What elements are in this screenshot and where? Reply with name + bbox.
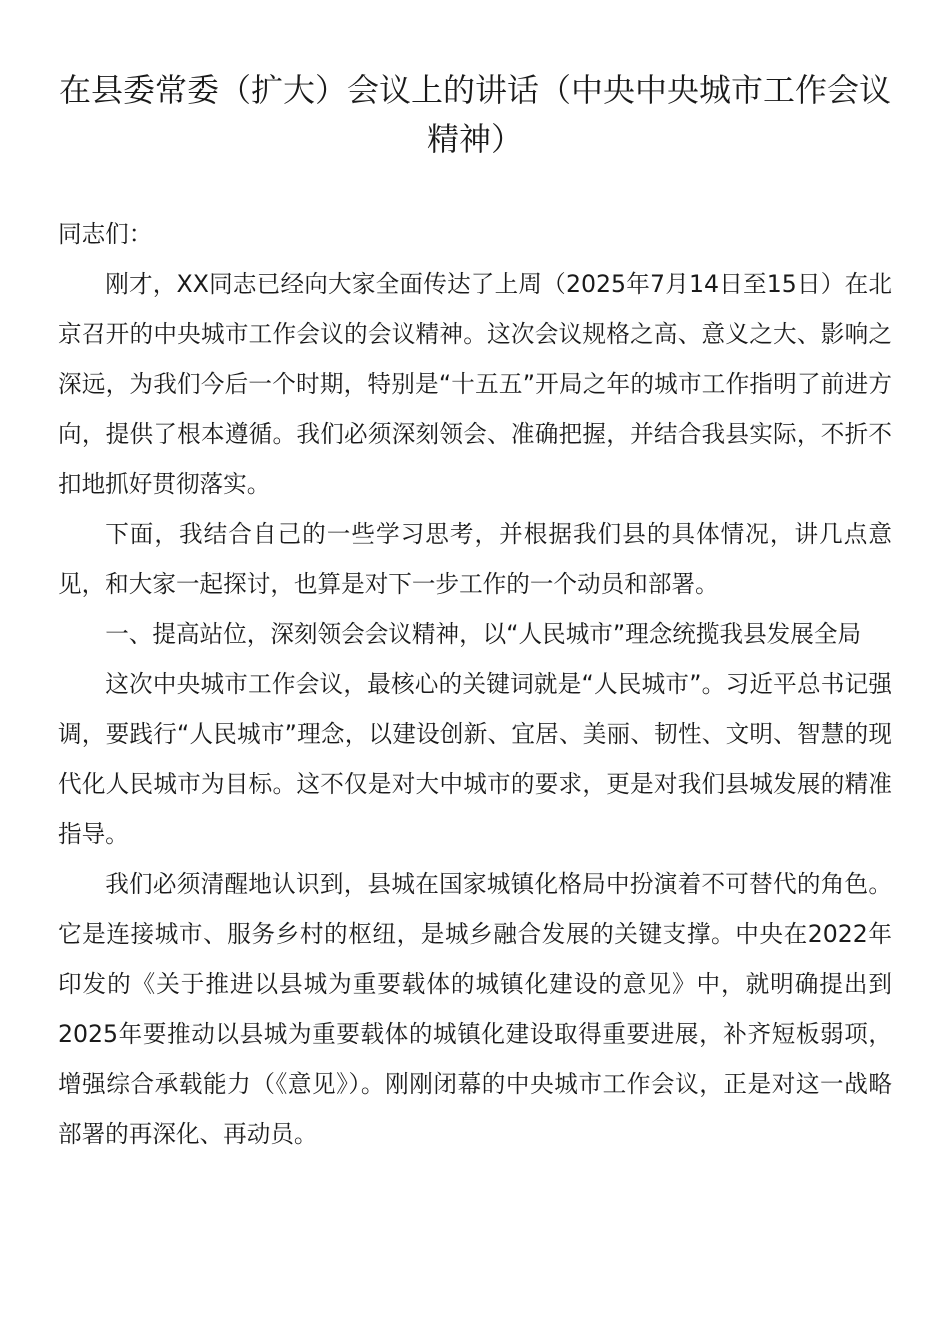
paragraph-county-role: 我们必须清醒地认识到，县城在国家城镇化格局中扮演着不可替代的角色。它是连接城市、服务乡村的枢纽，是城乡融合发展的关键支撑。中央在2022年印发的《关于推进以县城为重要载体的城镇化建设的意见》中，就明确提出到2025年要推动以县城为重要载体的城镇化建设取得重要进展，补齐短板弱项，增强综合承载能力（《意见》）。刚刚闭幕的中央城市工作会议，正是对这一战略部署的再深化、再动员。 bbox=[58, 870, 892, 1148]
document-title: 在县委常委（扩大）会议上的讲话（中央中央城市工作会议精神） bbox=[58, 71, 891, 158]
paragraph-intro: 下面，我结合自己的一些学习思考，并根据我们县的具体情况，讲几点意见，和大家一起探讨，也算是对下一步工作的一个动员和部署。 bbox=[58, 520, 892, 598]
document-page bbox=[58, 66, 892, 1159]
paragraph-people-city: 这次中央城市工作会议，最核心的关键词就是“人民城市”。习近平总书记强调，要践行“人民城市”理念，以建设创新、宜居、美丽、韧性、文明、智慧的现代化人民城市为目标。这不仅是对大中城市的要求，更是对我们县城发展的精准指导。 bbox=[58, 670, 892, 848]
section-heading-1: 一、提高站位，深刻领会会议精神，以“人民城市”理念统揽我县发展全局 bbox=[105, 620, 862, 648]
document-body bbox=[58, 209, 892, 1159]
salutation: 同志们： bbox=[58, 220, 153, 248]
paragraph-opening: 刚才，XX同志已经向大家全面传达了上周（2025年7月14日至15日）在北京召开的中央城市工作会议的会议精神。这次会议规格之高、意义之大、影响之深远，为我们今后一个时期，特别是“十五五”开局之年的城市工作指明了前进方向，提供了根本遵循。我们必须深刻领会、准确把握，并结合我县实际，不折不扣地抓好贯彻落实。 bbox=[58, 270, 892, 498]
